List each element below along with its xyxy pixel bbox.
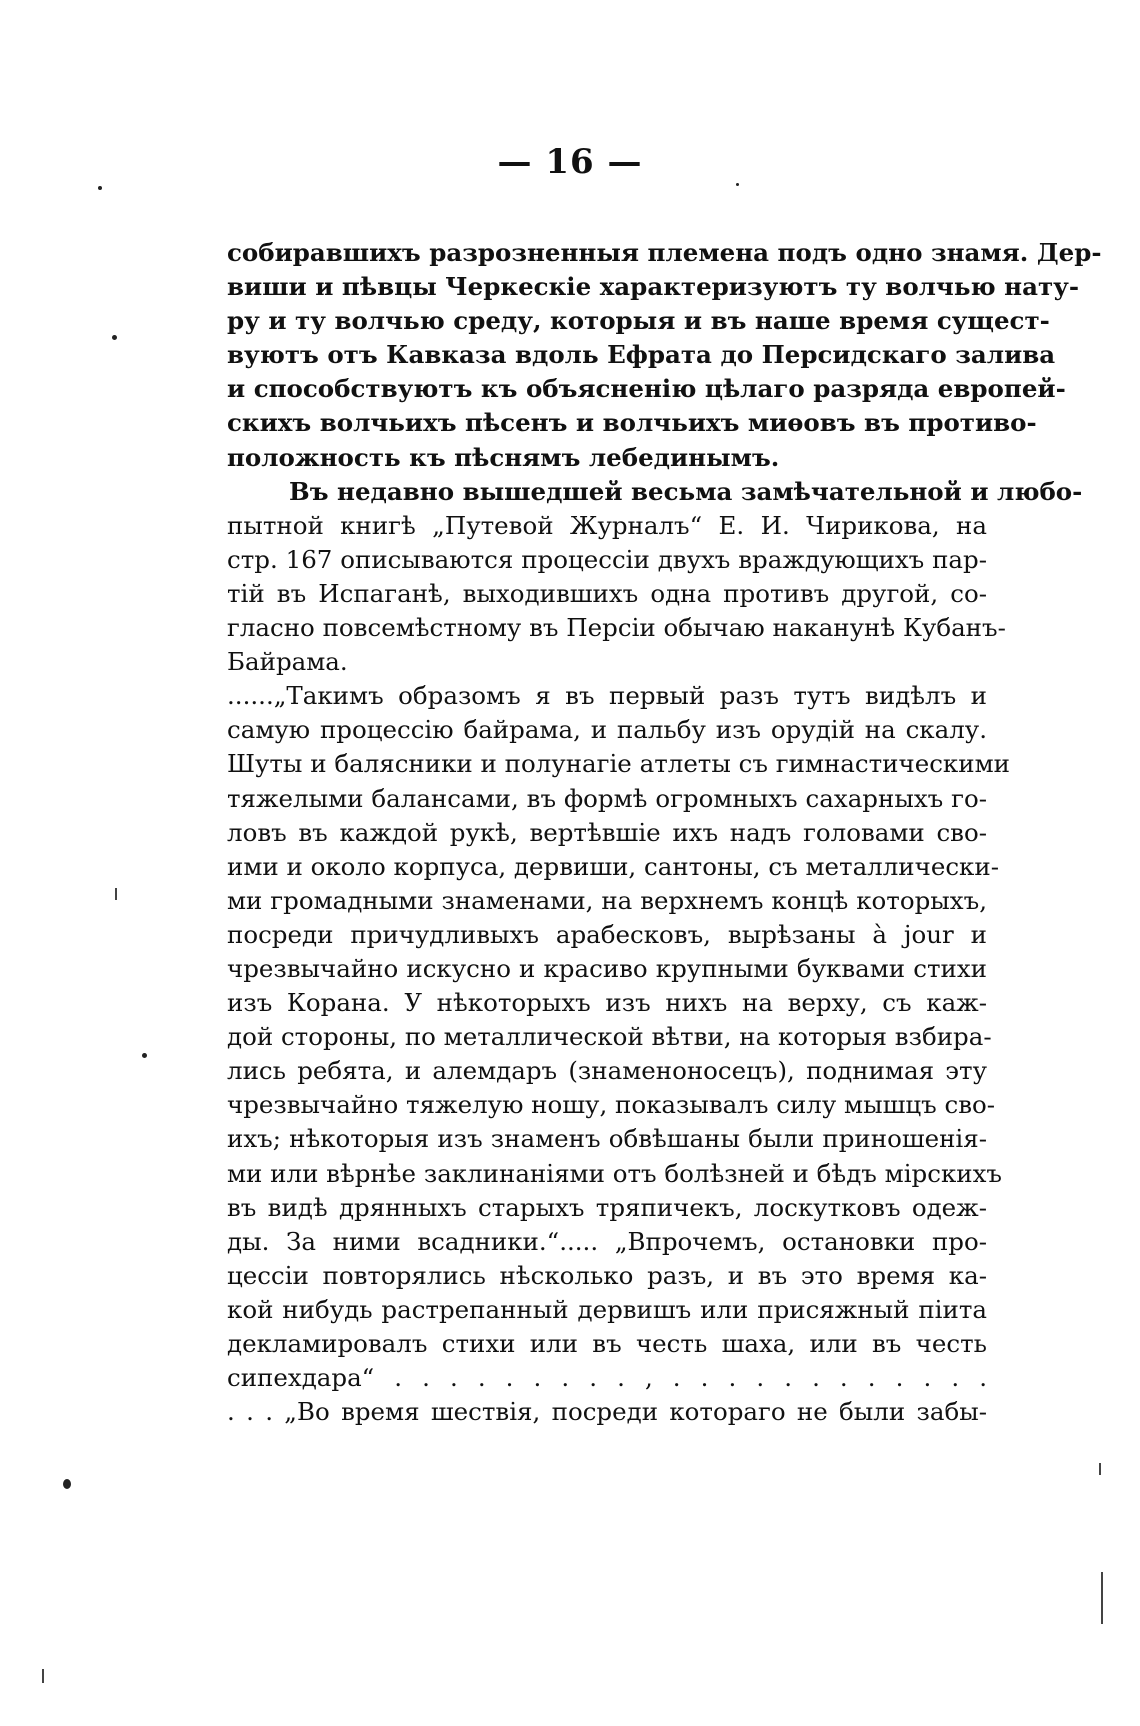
text-line: изъ Корана. У нѣкоторыхъ изъ нихъ на верху, съ каж- xyxy=(227,988,987,1018)
text-line: ......„Такимъ образомъ я въ первый разъ тутъ видѣлъ и xyxy=(227,681,987,711)
margin-mark xyxy=(115,888,117,900)
scan-speck xyxy=(112,335,117,340)
text-line: чрезвычайно искусно и красиво крупными буквами стихи xyxy=(227,953,987,983)
text-line: и способствуютъ къ объясненію цѣлаго разряда европей- xyxy=(227,374,1066,404)
text-line: дой стороны, по металлической вѣтви, на которыя взбира- xyxy=(227,1022,992,1052)
body-text xyxy=(227,236,1102,1429)
scan-speck xyxy=(98,186,102,190)
text-line: чрезвычайно тяжелую ношу, показывалъ силу мышцъ сво- xyxy=(227,1090,996,1120)
text-line: Шуты и балясники и полунагіе атлеты съ гимнастическими xyxy=(227,749,1010,779)
text-line: посреди причудливыхъ арабесковъ, вырѣзаны à jour и xyxy=(227,919,987,949)
text-line: Въ недавно вышедшей весьма замѣчательной и любо- xyxy=(289,476,1083,506)
text-line: вуютъ отъ Кавказа вдоль Ефрата до Персидскаго залива xyxy=(227,340,1056,370)
text-line: цессіи повторялись нѣсколько разъ, и въ это время ка- xyxy=(227,1260,987,1290)
margin-mark xyxy=(1099,1463,1101,1475)
text-line: гласно повсемѣстному въ Персіи обычаю наканунѣ Кубанъ- xyxy=(227,613,1006,643)
text-line: Байрама. xyxy=(227,647,348,677)
scan-speck xyxy=(736,183,739,186)
text-line: пытной книгѣ „Путевой Журналъ“ Е. И. Чирикова, на xyxy=(227,510,987,540)
text-line: самую процессію байрама, и пальбу изъ орудій на скалу. xyxy=(227,715,987,745)
text-line: лись ребята, и алемдаръ (знаменоносецъ), поднимая эту xyxy=(227,1056,987,1086)
text-line: ихъ; нѣкоторыя изъ знаменъ обвѣшаны были приношенія- xyxy=(227,1124,987,1154)
text-line: скихъ волчьихъ пѣсенъ и волчьихъ миѳовъ въ противо- xyxy=(227,408,1037,438)
text-line: ловъ въ каждой рукѣ, вертѣвшіе ихъ надъ головами сво- xyxy=(227,817,987,847)
page-number: — 16 — xyxy=(497,142,643,182)
text-line: сипехдара“ . . . . . . . . . , . . . . . . . . . . . . xyxy=(227,1363,987,1393)
text-line: ими и около корпуса, дервиши, сантоны, съ металлически- xyxy=(227,851,999,881)
text-line: кой нибудь растрепанный дервишъ или присяжный піита xyxy=(227,1294,987,1324)
text-line: тяжелыми балансами, въ формѣ огромныхъ сахарныхъ го- xyxy=(227,783,987,813)
text-line: стр. 167 описываются процессіи двухъ враждующихъ пар- xyxy=(227,544,987,574)
scan-speck xyxy=(142,1053,147,1058)
scan-speck xyxy=(63,1479,71,1489)
text-line: положность къ пѣснямъ лебединымъ. xyxy=(227,442,780,472)
margin-mark xyxy=(1101,1572,1103,1624)
text-line: декламировалъ стихи или въ честь шаха, или въ честь xyxy=(227,1329,987,1358)
text-line: собиравшихъ разрозненныя племена подъ одно знамя. Дер- xyxy=(227,238,1102,267)
margin-mark xyxy=(42,1669,44,1683)
text-line: виши и пѣвцы Черкескіе характеризуютъ ту волчью нату- xyxy=(227,272,1079,302)
text-line: ми громадными знаменами, на верхнемъ концѣ которыхъ, xyxy=(227,885,987,915)
text-line: . . . „Во время шествія, посреди котораго не были забы- xyxy=(227,1397,987,1427)
text-line: ру и ту волчью среду, которыя и въ наше время сущест- xyxy=(227,306,1050,336)
text-line: ми или вѣрнѣе заклинаніями отъ болѣзней и бѣдъ мірскихъ xyxy=(227,1158,1003,1188)
text-line: ды. За ними всадники.“..... „Впрочемъ, остановки про- xyxy=(227,1226,987,1256)
text-line: въ видѣ дрянныхъ старыхъ тряпичекъ, лоскутковъ одеж- xyxy=(227,1192,987,1222)
text-line: тій въ Испаганѣ, выходившихъ одна противъ другой, со- xyxy=(227,578,987,608)
